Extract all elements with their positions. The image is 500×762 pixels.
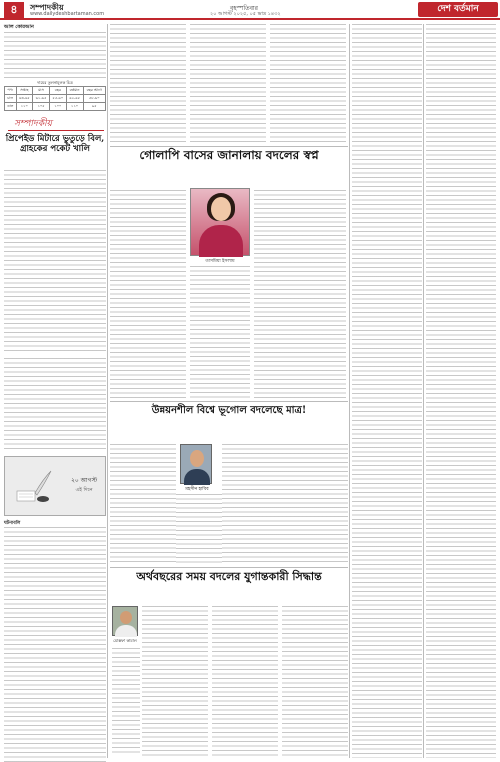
price-table-cell: বছর <box>50 87 67 95</box>
events-title: ঘটনাবলি <box>4 521 21 526</box>
header-day: বৃহস্পতিবার <box>230 5 258 12</box>
price-table-cell: ৬৩-৬৫ <box>16 95 33 103</box>
page-header <box>0 0 500 20</box>
article-3-body-col-3 <box>282 606 348 756</box>
section-separator <box>110 567 348 568</box>
article-1-body-middle <box>190 266 250 398</box>
price-table <box>4 86 106 111</box>
price-table-row <box>5 103 106 111</box>
top-text-col-3 <box>270 24 346 144</box>
quill-pen-icon <box>13 469 53 505</box>
article-3-body-col-1a <box>112 648 140 756</box>
price-table-cell: পণ্য <box>5 87 17 95</box>
right-text-col-1 <box>352 24 422 758</box>
newspaper-logo: দেশ বর্তমান <box>418 2 498 17</box>
this-day-subtitle: এই দিনে <box>75 487 93 493</box>
quote-text <box>4 32 106 78</box>
article-2-body-middle <box>176 494 222 564</box>
article-3-body-col-1 <box>142 606 208 756</box>
price-table-cell: ডাল <box>5 103 17 111</box>
section-name: সম্পাদকীয় <box>30 3 64 12</box>
article-1-body-right <box>254 190 346 398</box>
editorial-body-continued <box>4 358 106 452</box>
price-table-cell: সপ্তাহ <box>16 87 33 95</box>
author-photo-3 <box>112 606 138 636</box>
article-2-body-right <box>222 444 348 564</box>
article-1-byline: তাসমিয়া ইসলাম <box>205 259 235 264</box>
editorial-body <box>4 170 106 354</box>
right-text-col-2 <box>426 24 496 758</box>
article-1-body-left <box>110 190 186 398</box>
price-table-cell: ৯৫ <box>83 103 106 111</box>
price-table-cell: বর্তমান <box>66 87 83 95</box>
this-day-date: ২০ আগস্ট <box>70 477 98 484</box>
column-divider <box>107 24 108 758</box>
price-table-cell: ৬২-৬৫ <box>66 95 83 103</box>
page-number: ৪ <box>4 2 24 18</box>
top-text-col-1 <box>110 24 186 144</box>
price-table-cell: ৫৮-৬০ <box>83 95 106 103</box>
events-list <box>4 527 106 762</box>
column-divider <box>349 24 350 758</box>
author-photo-1 <box>190 188 250 256</box>
article-2-byline: মহসীন হাবিব <box>185 487 209 492</box>
left-column <box>4 24 106 758</box>
article-1-title[interactable]: গোলাপি বাসের জানালায় বদলের স্বপ্ন <box>139 148 319 162</box>
article-2-body-left <box>110 444 176 564</box>
column-divider <box>423 24 424 758</box>
article-3-byline: মোস্তফা কামাল <box>113 638 137 643</box>
price-table-cell: বছর আগে <box>83 87 106 95</box>
author-photo-2 <box>180 444 212 484</box>
editorial-label: সম্পাদকীয় <box>14 119 52 129</box>
site-url[interactable]: www.dailydeshbartaman.com <box>30 11 105 17</box>
this-day-box <box>4 456 106 516</box>
article-3-title[interactable]: অর্থবছরের সময় বদলের যুগান্তকারী সিদ্ধান্ত <box>136 570 322 583</box>
quote-heading: আল কোরআন <box>4 24 34 30</box>
editorial-rule <box>8 130 104 131</box>
price-table-cell: ৫৫-৬০ <box>50 95 67 103</box>
section-separator <box>110 146 348 147</box>
top-text-col-2 <box>190 24 266 144</box>
price-table-cell: চাল <box>5 95 17 103</box>
price-table-row <box>5 95 106 103</box>
price-table-cell: ১১০ <box>16 103 33 111</box>
price-table-row <box>5 87 106 95</box>
section-separator <box>110 401 348 402</box>
header-date: ২০ আগস্ট ২০২৫, ০৫ ভাদ্র ১৪৩২ <box>210 11 281 17</box>
price-table-cell: মাস <box>33 87 50 95</box>
price-table-cell: ১০৫ <box>33 103 50 111</box>
article-2-title[interactable]: উন্নয়নশীল বিশ্বে ভূগোল বদলেছে মাত্র! <box>151 405 307 416</box>
price-table-title: দামের তুলনামূলক চিত্র <box>37 80 73 85</box>
editorial-title[interactable]: প্রিপেইড মিটারে ভুতুড়ে বিল, গ্রাহকের পকেট খালি <box>5 134 105 154</box>
price-table-cell: ৬১-৬৫ <box>33 95 50 103</box>
price-table-cell: ১০০ <box>50 103 67 111</box>
article-3-body-col-2 <box>212 606 278 756</box>
price-table-cell: ১১০ <box>66 103 83 111</box>
